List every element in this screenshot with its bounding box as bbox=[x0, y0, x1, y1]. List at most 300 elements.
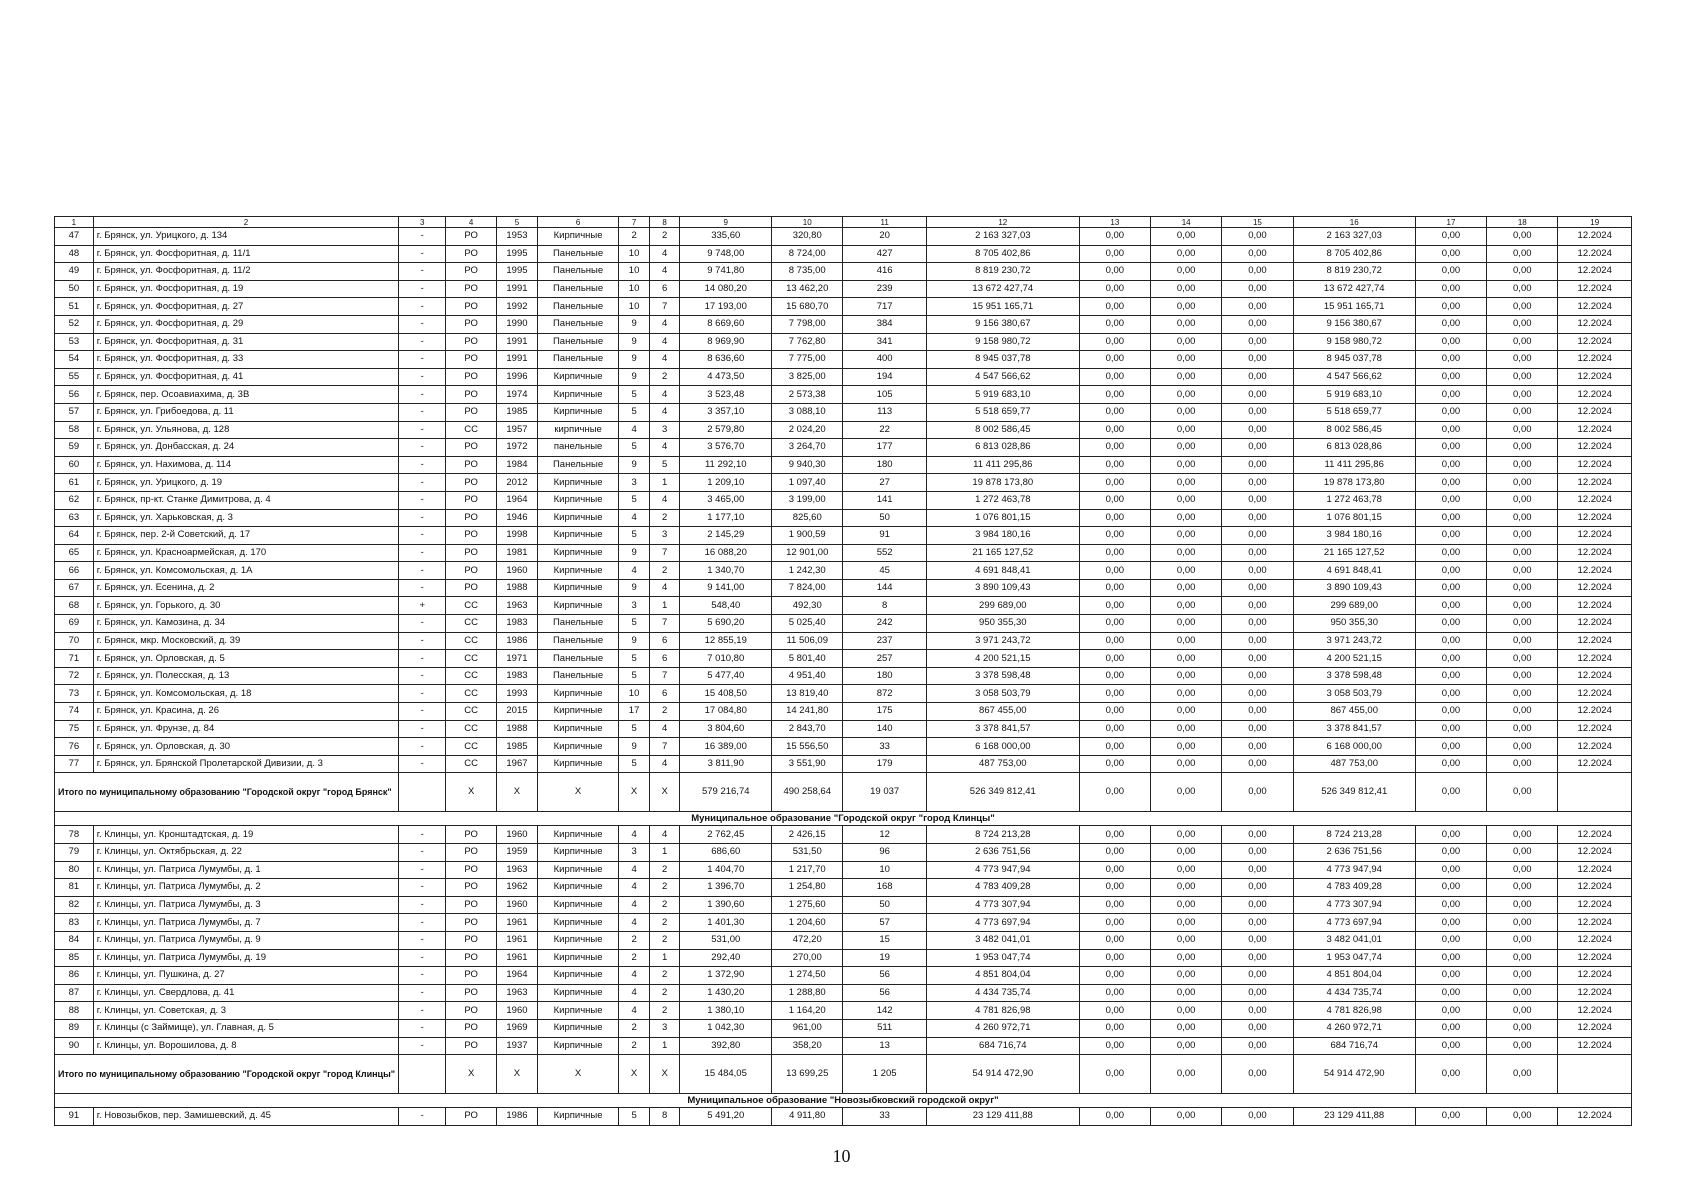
table-cell: 3 984 180,16 bbox=[1293, 527, 1415, 545]
table-cell: - bbox=[399, 245, 446, 263]
table-cell: 0,00 bbox=[1222, 298, 1293, 316]
table-cell: 0,00 bbox=[1079, 755, 1150, 773]
table-cell: 4 bbox=[649, 333, 680, 351]
table-cell: 12.2024 bbox=[1558, 333, 1632, 351]
table-cell: 12.2024 bbox=[1558, 755, 1632, 773]
table-cell: 74 bbox=[55, 703, 94, 721]
table-cell: 15 680,70 bbox=[772, 298, 843, 316]
table-cell: 299 689,00 bbox=[926, 597, 1079, 615]
table-cell: 0,00 bbox=[1079, 615, 1150, 633]
table-cell: 1992 bbox=[497, 298, 538, 316]
address-cell: г. Клинцы, ул. Патриса Лумумбы, д. 2 bbox=[93, 879, 399, 897]
table-cell: 1963 bbox=[497, 984, 538, 1002]
table-cell: 0,00 bbox=[1487, 1002, 1558, 1020]
table-cell: 0,00 bbox=[1415, 755, 1486, 773]
table-cell: 4 200 521,15 bbox=[926, 650, 1079, 668]
table-cell: 0,00 bbox=[1079, 1108, 1150, 1126]
table-cell: 0,00 bbox=[1079, 280, 1150, 298]
table-cell: - bbox=[399, 755, 446, 773]
table-cell: Кирпичные bbox=[537, 1108, 618, 1126]
table-cell: 2 bbox=[619, 931, 650, 949]
table-cell: 4 bbox=[649, 826, 680, 844]
address-cell: г. Брянск, ул. Фосфоритная, д. 11/1 bbox=[93, 245, 399, 263]
column-number: 1 bbox=[55, 217, 94, 228]
total-cell: 0,00 bbox=[1415, 1055, 1486, 1094]
total-cell: 19 037 bbox=[843, 773, 927, 812]
address-cell: г. Брянск, ул. Камозина, д. 34 bbox=[93, 615, 399, 633]
table-cell: 3 971 243,72 bbox=[926, 632, 1079, 650]
table-cell: 0,00 bbox=[1151, 474, 1222, 492]
table-cell: 1984 bbox=[497, 456, 538, 474]
table-cell: 3 378 598,48 bbox=[926, 667, 1079, 685]
table-cell: Кирпичные bbox=[537, 984, 618, 1002]
address-cell: г. Брянск, пер. Осоавиахима, д. 3В bbox=[93, 386, 399, 404]
table-cell: 0,00 bbox=[1222, 615, 1293, 633]
table-cell: 6 bbox=[649, 650, 680, 668]
table-cell: Кирпичные bbox=[537, 720, 618, 738]
table-cell: 0,00 bbox=[1222, 914, 1293, 932]
table-cell: - bbox=[399, 1002, 446, 1020]
table-cell: 0,00 bbox=[1415, 826, 1486, 844]
table-row bbox=[55, 755, 1632, 773]
table-cell: 8 945 037,78 bbox=[1293, 351, 1415, 369]
table-cell: 56 bbox=[55, 386, 94, 404]
table-cell: 1 372,90 bbox=[680, 967, 772, 985]
table-cell: 0,00 bbox=[1487, 896, 1558, 914]
table-cell: 335,60 bbox=[680, 228, 772, 246]
table-cell: 4 547 566,62 bbox=[926, 368, 1079, 386]
table-cell: 552 bbox=[843, 544, 927, 562]
table-cell: 4 bbox=[649, 351, 680, 369]
table-cell: Кирпичные bbox=[537, 844, 618, 862]
table-cell: 1 bbox=[649, 597, 680, 615]
table-cell: 1 390,60 bbox=[680, 896, 772, 914]
table-cell: 4 bbox=[619, 914, 650, 932]
table-cell: 5 bbox=[619, 615, 650, 633]
column-number: 12 bbox=[926, 217, 1079, 228]
table-cell: 7 010,80 bbox=[680, 650, 772, 668]
section-header-row bbox=[55, 812, 1632, 826]
table-cell: 0,00 bbox=[1151, 333, 1222, 351]
table-cell: 0,00 bbox=[1222, 228, 1293, 246]
table-cell: - bbox=[399, 632, 446, 650]
table-cell: 78 bbox=[55, 826, 94, 844]
table-cell: 4 773 697,94 bbox=[926, 914, 1079, 932]
table-cell: 0,00 bbox=[1079, 949, 1150, 967]
table-cell: 4 260 972,71 bbox=[926, 1019, 1079, 1037]
table-cell: 8 819 230,72 bbox=[1293, 263, 1415, 281]
table-cell: 12.2024 bbox=[1558, 1037, 1632, 1055]
table-cell: 0,00 bbox=[1222, 967, 1293, 985]
table-cell: РО bbox=[446, 579, 497, 597]
table-cell: 0,00 bbox=[1222, 456, 1293, 474]
table-row bbox=[55, 931, 1632, 949]
table-cell: 0,00 bbox=[1415, 245, 1486, 263]
table-cell: РО bbox=[446, 544, 497, 562]
table-cell: СС bbox=[446, 685, 497, 703]
table-cell: 0,00 bbox=[1222, 579, 1293, 597]
table-cell: 4 bbox=[649, 386, 680, 404]
table-cell: Панельные bbox=[537, 315, 618, 333]
table-cell: 3 378 841,57 bbox=[926, 720, 1079, 738]
table-cell: 4 bbox=[619, 1002, 650, 1020]
table-cell: 1 076 801,15 bbox=[926, 509, 1079, 527]
table-cell: 867 455,00 bbox=[926, 703, 1079, 721]
table-cell: 6 bbox=[649, 632, 680, 650]
table-cell: 0,00 bbox=[1079, 1019, 1150, 1037]
table-cell: 0,00 bbox=[1487, 1037, 1558, 1055]
table-cell: 1 204,60 bbox=[772, 914, 843, 932]
table-cell: 76 bbox=[55, 738, 94, 756]
table-cell: 0,00 bbox=[1151, 914, 1222, 932]
table-cell: 175 bbox=[843, 703, 927, 721]
table-cell: РО bbox=[446, 298, 497, 316]
table-cell: - bbox=[399, 861, 446, 879]
table-row bbox=[55, 650, 1632, 668]
table-cell: 2 bbox=[649, 879, 680, 897]
total-cell: Х bbox=[619, 773, 650, 812]
address-cell: г. Брянск, пр-кт. Станке Димитрова, д. 4 bbox=[93, 491, 399, 509]
table-cell: 12.2024 bbox=[1558, 949, 1632, 967]
table-cell: 7 762,80 bbox=[772, 333, 843, 351]
table-cell: 12.2024 bbox=[1558, 632, 1632, 650]
table-cell: 3 890 109,43 bbox=[1293, 579, 1415, 597]
table-cell: 0,00 bbox=[1415, 914, 1486, 932]
table-cell: 0,00 bbox=[1079, 861, 1150, 879]
table-cell: Кирпичные bbox=[537, 949, 618, 967]
table-cell: 0,00 bbox=[1151, 738, 1222, 756]
table-cell: 0,00 bbox=[1079, 579, 1150, 597]
table-cell: 0,00 bbox=[1487, 720, 1558, 738]
table-cell: 9 bbox=[619, 738, 650, 756]
table-cell: 3 264,70 bbox=[772, 439, 843, 457]
table-cell: 1972 bbox=[497, 439, 538, 457]
table-cell: 9 bbox=[619, 351, 650, 369]
column-number: 17 bbox=[1415, 217, 1486, 228]
table-cell: 4 951,40 bbox=[772, 667, 843, 685]
table-cell: 5 bbox=[619, 755, 650, 773]
table-row bbox=[55, 491, 1632, 509]
table-cell: 12.2024 bbox=[1558, 527, 1632, 545]
table-cell: 0,00 bbox=[1487, 703, 1558, 721]
table-cell: - bbox=[399, 984, 446, 1002]
table-cell: 5 919 683,10 bbox=[926, 386, 1079, 404]
table-cell: 825,60 bbox=[772, 509, 843, 527]
table-cell: 242 bbox=[843, 615, 927, 633]
table-cell: 0,00 bbox=[1151, 896, 1222, 914]
table-cell: 0,00 bbox=[1151, 844, 1222, 862]
table-cell: 1990 bbox=[497, 315, 538, 333]
table-cell: 52 bbox=[55, 315, 94, 333]
table-cell: РО bbox=[446, 879, 497, 897]
table-cell: 23 129 411,88 bbox=[926, 1108, 1079, 1126]
table-cell: 0,00 bbox=[1487, 228, 1558, 246]
table-cell: 9 bbox=[619, 368, 650, 386]
table-cell: 12.2024 bbox=[1558, 315, 1632, 333]
table-cell: 0,00 bbox=[1151, 368, 1222, 386]
table-cell: 59 bbox=[55, 439, 94, 457]
table-cell: 9 141,00 bbox=[680, 579, 772, 597]
table-cell: 58 bbox=[55, 421, 94, 439]
table-cell: Кирпичные bbox=[537, 931, 618, 949]
address-cell: г. Клинцы, ул. Патриса Лумумбы, д. 19 bbox=[93, 949, 399, 967]
table-cell: 9 158 980,72 bbox=[1293, 333, 1415, 351]
table-cell: СС bbox=[446, 755, 497, 773]
table-cell: - bbox=[399, 615, 446, 633]
table-cell: 3 551,90 bbox=[772, 755, 843, 773]
table-cell: 0,00 bbox=[1151, 931, 1222, 949]
table-cell: 0,00 bbox=[1079, 351, 1150, 369]
table-cell: 4 773 307,94 bbox=[1293, 896, 1415, 914]
table-cell: 0,00 bbox=[1151, 703, 1222, 721]
table-cell: 5 919 683,10 bbox=[1293, 386, 1415, 404]
table-cell: РО bbox=[446, 1108, 497, 1126]
table-cell: 21 165 127,52 bbox=[926, 544, 1079, 562]
table-row bbox=[55, 826, 1632, 844]
table-cell: 0,00 bbox=[1415, 967, 1486, 985]
table-cell: 12.2024 bbox=[1558, 615, 1632, 633]
column-number: 18 bbox=[1487, 217, 1558, 228]
total-cell bbox=[1558, 1055, 1632, 1094]
table-cell: 15 556,50 bbox=[772, 738, 843, 756]
table-cell: 0,00 bbox=[1415, 896, 1486, 914]
table-cell: 3 088,10 bbox=[772, 403, 843, 421]
table-cell: 12.2024 bbox=[1558, 914, 1632, 932]
table-cell: 0,00 bbox=[1079, 720, 1150, 738]
table-cell: 1985 bbox=[497, 738, 538, 756]
table-cell: 0,00 bbox=[1415, 509, 1486, 527]
table-cell: 3 482 041,01 bbox=[1293, 931, 1415, 949]
table-cell: 3 890 109,43 bbox=[926, 579, 1079, 597]
table-cell: 0,00 bbox=[1487, 280, 1558, 298]
table-cell: 1974 bbox=[497, 386, 538, 404]
table-row bbox=[55, 315, 1632, 333]
table-row bbox=[55, 579, 1632, 597]
table-cell: 85 bbox=[55, 949, 94, 967]
table-cell: 1963 bbox=[497, 597, 538, 615]
section-title: Муниципальное образование "Новозыбковский городской округ" bbox=[55, 1094, 1632, 1108]
table-cell: 5 bbox=[649, 456, 680, 474]
table-cell: - bbox=[399, 403, 446, 421]
table-cell: 4 773 307,94 bbox=[926, 896, 1079, 914]
table-cell: 0,00 bbox=[1487, 491, 1558, 509]
table-cell: 13 672 427,74 bbox=[1293, 280, 1415, 298]
table-cell: 1 bbox=[649, 844, 680, 862]
table-cell: 12.2024 bbox=[1558, 720, 1632, 738]
table-cell: 0,00 bbox=[1079, 245, 1150, 263]
table-cell: 1953 bbox=[497, 228, 538, 246]
table-cell: 8 724 213,28 bbox=[926, 826, 1079, 844]
table-cell: - bbox=[399, 931, 446, 949]
table-cell: - bbox=[399, 527, 446, 545]
table-cell: 0,00 bbox=[1222, 826, 1293, 844]
table-cell: 56 bbox=[843, 984, 927, 1002]
table-cell: 0,00 bbox=[1222, 263, 1293, 281]
table-cell: 4 783 409,28 bbox=[926, 879, 1079, 897]
table-cell: 0,00 bbox=[1079, 368, 1150, 386]
column-number: 4 bbox=[446, 217, 497, 228]
table-cell: 0,00 bbox=[1151, 245, 1222, 263]
table-cell: 12.2024 bbox=[1558, 826, 1632, 844]
table-cell: 0,00 bbox=[1415, 650, 1486, 668]
table-cell: Кирпичные bbox=[537, 544, 618, 562]
table-cell: 531,00 bbox=[680, 931, 772, 949]
table-cell: СС bbox=[446, 738, 497, 756]
table-cell: Кирпичные bbox=[537, 703, 618, 721]
table-cell: - bbox=[399, 1019, 446, 1037]
table-row bbox=[55, 333, 1632, 351]
table-cell: 0,00 bbox=[1415, 351, 1486, 369]
table-cell: 2 bbox=[619, 1019, 650, 1037]
table-cell: 2 bbox=[649, 896, 680, 914]
table-cell: 13 672 427,74 bbox=[926, 280, 1079, 298]
table-cell: 0,00 bbox=[1151, 984, 1222, 1002]
table-cell: 12.2024 bbox=[1558, 579, 1632, 597]
table-cell: - bbox=[399, 474, 446, 492]
table-cell: 1957 bbox=[497, 421, 538, 439]
table-cell: 3 482 041,01 bbox=[926, 931, 1079, 949]
address-cell: г. Клинцы (с Займище), ул. Главная, д. 5 bbox=[93, 1019, 399, 1037]
table-cell: 1986 bbox=[497, 1108, 538, 1126]
total-cell: 13 699,25 bbox=[772, 1055, 843, 1094]
table-cell: 1 bbox=[649, 474, 680, 492]
table-cell: 1 340,70 bbox=[680, 562, 772, 580]
table-cell: 1960 bbox=[497, 826, 538, 844]
table-cell: 90 bbox=[55, 1037, 94, 1055]
column-number: 9 bbox=[680, 217, 772, 228]
table-cell: 686,60 bbox=[680, 844, 772, 862]
table-cell: 5 bbox=[619, 386, 650, 404]
table-cell: Панельные bbox=[537, 298, 618, 316]
table-row bbox=[55, 403, 1632, 421]
table-cell: 6 168 000,00 bbox=[926, 738, 1079, 756]
table-cell: 48 bbox=[55, 245, 94, 263]
table-cell: 12.2024 bbox=[1558, 456, 1632, 474]
address-cell: г. Брянск, ул. Горького, д. 30 bbox=[93, 597, 399, 615]
table-cell: РО bbox=[446, 967, 497, 985]
table-cell: 867 455,00 bbox=[1293, 703, 1415, 721]
total-label: Итого по муниципальному образованию "Городской округ "город Клинцы" bbox=[55, 1055, 399, 1094]
table-cell: 2015 bbox=[497, 703, 538, 721]
table-cell: - bbox=[399, 738, 446, 756]
table-cell: Кирпичные bbox=[537, 879, 618, 897]
table-cell: 4 773 697,94 bbox=[1293, 914, 1415, 932]
table-cell: 0,00 bbox=[1222, 562, 1293, 580]
table-cell: 0,00 bbox=[1222, 474, 1293, 492]
table-cell: 1946 bbox=[497, 509, 538, 527]
table-cell: 7 775,00 bbox=[772, 351, 843, 369]
table-cell: 2 bbox=[649, 914, 680, 932]
table-cell: 511 bbox=[843, 1019, 927, 1037]
table-cell: 2 bbox=[649, 368, 680, 386]
table-cell: 0,00 bbox=[1079, 1037, 1150, 1055]
table-cell: 0,00 bbox=[1151, 386, 1222, 404]
table-cell: 3 357,10 bbox=[680, 403, 772, 421]
table-cell: 0,00 bbox=[1487, 879, 1558, 897]
table-row bbox=[55, 1037, 1632, 1055]
total-cell: 15 484,05 bbox=[680, 1055, 772, 1094]
table-cell: 3 199,00 bbox=[772, 491, 843, 509]
column-number: 13 bbox=[1079, 217, 1150, 228]
table-cell: 4 434 735,74 bbox=[1293, 984, 1415, 1002]
table-cell: 0,00 bbox=[1151, 1002, 1222, 1020]
table-cell: 0,00 bbox=[1415, 280, 1486, 298]
table-cell: 9 bbox=[619, 333, 650, 351]
table-cell: 12.2024 bbox=[1558, 931, 1632, 949]
table-cell: 5 518 659,77 bbox=[1293, 403, 1415, 421]
table-cell: 0,00 bbox=[1415, 368, 1486, 386]
table-cell: 91 bbox=[843, 527, 927, 545]
table-cell: 0,00 bbox=[1151, 949, 1222, 967]
table-cell: 0,00 bbox=[1415, 456, 1486, 474]
table-cell: 2 bbox=[649, 984, 680, 1002]
table-cell: Кирпичные bbox=[537, 579, 618, 597]
table-cell: 0,00 bbox=[1415, 597, 1486, 615]
table-cell: 49 bbox=[55, 263, 94, 281]
table-cell: 0,00 bbox=[1222, 597, 1293, 615]
table-cell: 0,00 bbox=[1415, 1019, 1486, 1037]
table-cell: 2 636 751,56 bbox=[1293, 844, 1415, 862]
table-cell: 1983 bbox=[497, 667, 538, 685]
table-cell: 12.2024 bbox=[1558, 280, 1632, 298]
page-number: 10 bbox=[832, 1146, 851, 1166]
table-cell: СС bbox=[446, 703, 497, 721]
table-cell: 4 bbox=[649, 755, 680, 773]
table-cell: 0,00 bbox=[1415, 720, 1486, 738]
table-cell: 0,00 bbox=[1415, 386, 1486, 404]
table-cell: 0,00 bbox=[1415, 403, 1486, 421]
table-row bbox=[55, 527, 1632, 545]
section-header-row bbox=[55, 1094, 1632, 1108]
table-cell: 1960 bbox=[497, 1002, 538, 1020]
table-cell: 0,00 bbox=[1487, 544, 1558, 562]
table-cell: 54 bbox=[55, 351, 94, 369]
table-cell: 0,00 bbox=[1079, 967, 1150, 985]
table-cell: 51 bbox=[55, 298, 94, 316]
table-cell: 0,00 bbox=[1151, 1108, 1222, 1126]
table-cell: 5 477,40 bbox=[680, 667, 772, 685]
table-cell: - bbox=[399, 351, 446, 369]
table-cell: 71 bbox=[55, 650, 94, 668]
table-cell: 0,00 bbox=[1151, 826, 1222, 844]
table-cell: 7 bbox=[649, 667, 680, 685]
table-cell: 4 bbox=[619, 967, 650, 985]
table-cell: 7 bbox=[649, 738, 680, 756]
table-row bbox=[55, 562, 1632, 580]
table-cell: 1991 bbox=[497, 280, 538, 298]
table-cell: 0,00 bbox=[1415, 703, 1486, 721]
address-cell: г. Новозыбков, пер. Замишевский, д. 45 bbox=[93, 1108, 399, 1126]
table-cell: 1991 bbox=[497, 333, 538, 351]
table-cell: 0,00 bbox=[1222, 1002, 1293, 1020]
table-cell: Кирпичные bbox=[537, 368, 618, 386]
total-cell: Х bbox=[497, 1055, 538, 1094]
table-cell: 3 825,00 bbox=[772, 368, 843, 386]
table-cell: 1986 bbox=[497, 632, 538, 650]
table-cell: 0,00 bbox=[1079, 263, 1150, 281]
table-cell: 2 163 327,03 bbox=[926, 228, 1079, 246]
table-cell: 10 bbox=[619, 298, 650, 316]
table-cell: 80 bbox=[55, 861, 94, 879]
address-cell: г. Брянск, ул. Донбасская, д. 24 bbox=[93, 439, 399, 457]
table-cell: 416 bbox=[843, 263, 927, 281]
total-cell: 0,00 bbox=[1151, 773, 1222, 812]
table-cell: 12.2024 bbox=[1558, 474, 1632, 492]
table-cell: РО bbox=[446, 509, 497, 527]
total-cell: Х bbox=[649, 1055, 680, 1094]
table-cell: 427 bbox=[843, 245, 927, 263]
address-cell: г. Клинцы, ул. Кронштадтская, д. 19 bbox=[93, 826, 399, 844]
